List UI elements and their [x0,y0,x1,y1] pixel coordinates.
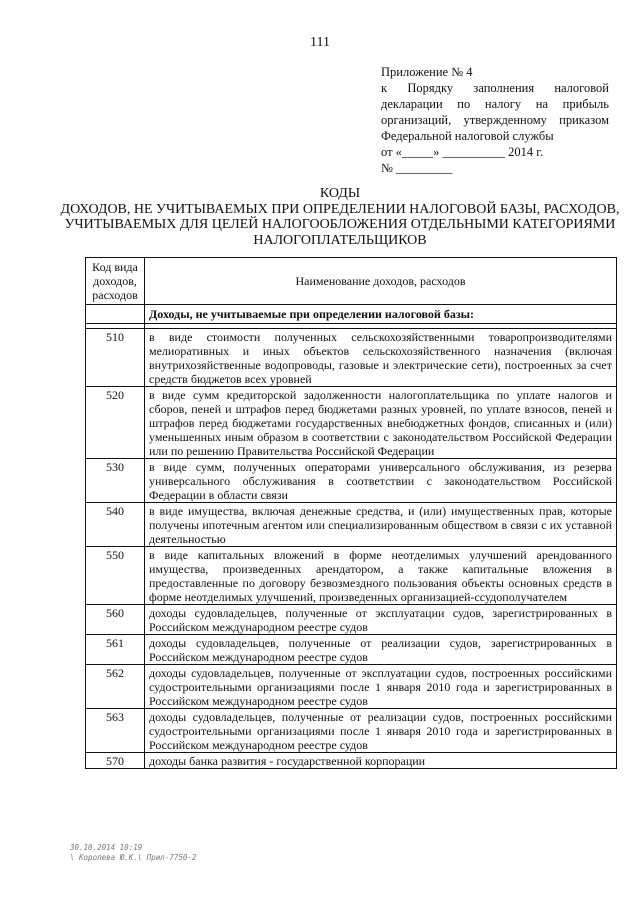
table-header-row [86,258,617,305]
income-description: доходы банка развития - государственной корпорации [145,753,617,769]
appendix-line: декларации по налогу на прибыль [381,97,609,111]
income-code: 560 [86,605,145,635]
income-description: доходы судовладельцев, полученные от реализации судов, построенных российскими судостроительными организациями после 1 января 2010 года и зарегистрированных в Российском международном реестре судов [145,709,617,753]
codes-table [85,257,617,769]
income-description: доходы судовладельцев, полученные от реализации судов, зарегистрированных в Российском международном реестре судов [145,635,617,665]
income-code: 563 [86,709,145,753]
appendix-line: Федеральной налоговой службы [381,129,554,143]
section-code-cell [86,305,145,324]
appendix-line: от «_____» __________ 2014 г. [381,145,544,159]
title-line: НАЛОГОПЛАТЕЛЬЩИКОВ [253,232,427,248]
income-code: 550 [86,547,145,605]
table-row [86,635,617,665]
income-description: в виде имущества, включая денежные средства, и (или) имущественных прав, которые получены ипотечным агентом или специализированным обществом в связи с их уставной деятельностью [145,503,617,547]
table-row [86,605,617,635]
income-description: в виде стоимости полученных сельскохозяйственными товаропроизводителями мелиоративных и иных объектов сельскохозяйственного назначения (включая внутрихозяйственные водопроводы, газовые и электрические сети), построенных за счет средств бюджетов всех уровней [145,329,617,387]
table-row [86,547,617,605]
title-line: ДОХОДОВ, НЕ УЧИТЫВАЕМЫХ ПРИ ОПРЕДЕЛЕНИИ НАЛОГОВОЙ БАЗЫ, РАСХОДОВ, [60,201,620,217]
table-row [86,665,617,709]
print-footer [70,843,196,863]
appendix-line: № _________ [381,161,453,175]
document-title [60,186,620,248]
income-description: в виде капитальных вложений в форме неотделимых улучшений арендованного имущества, произведенных арендатором, а также капитальные вложения в предоставленные по договору безвозмездного пользования объекты основных средств в форме неотделимых улучшений, произведенных организацией-ссудополучателем [145,547,617,605]
appendix-line: организаций, утвержденному приказом [381,113,609,127]
table-row [86,709,617,753]
income-code: 520 [86,387,145,459]
appendix-line: к Порядку заполнения налоговой [381,81,609,95]
table-row [86,753,617,769]
income-description: доходы судовладельцев, полученные от эксплуатации судов, построенных российскими судостроительными организациями после 1 января 2010 года и зарегистрированных в Российском международном реестре судов [145,665,617,709]
income-description: в виде сумм кредиторской задолженности налогоплательщика по уплате налогов и сборов, пеней и штрафов перед бюджетами разных уровней, по уплате взносов, пеней и штрафов перед бюджетами государственных внебюджетных фондов, списанных и (или) уменьшенных иным образом в соответствии с законодательством Российской Федерации или по решению Правительства Российской Федерации [145,387,617,459]
table-row [86,329,617,387]
section-row [86,305,617,324]
header-code: Код вида доходов, расходов [86,258,145,305]
income-code: 570 [86,753,145,769]
income-code: 530 [86,459,145,503]
appendix-line: Приложение № 4 [381,65,473,79]
title-line: КОДЫ [319,186,361,201]
income-code: 540 [86,503,145,547]
income-code: 562 [86,665,145,709]
income-description: доходы судовладельцев, полученные от эксплуатации судов, зарегистрированных в Российском международном реестре судов [145,605,617,635]
footer-line: \ Королева Ю.К.\ Прил-7750-2 [70,853,197,862]
section-label: Доходы, не учитываемые при определении налоговой базы: [145,305,617,324]
page-number: 111 [310,35,330,50]
income-description: в виде сумм, полученных операторами универсального обслуживания, из резерва универсального обслуживания в соответствии с законодательством Российской Федерации в области связи [145,459,617,503]
table-row [86,459,617,503]
footer-line: 30.10.2014 10:19 [70,843,143,852]
income-code: 561 [86,635,145,665]
income-code: 510 [86,329,145,387]
appendix-header [381,64,609,176]
table-row [86,387,617,459]
header-name: Наименование доходов, расходов [145,258,617,305]
title-line: УЧИТЫВАЕМЫХ ДЛЯ ЦЕЛЕЙ НАЛОГООБЛОЖЕНИЯ ОТДЕЛЬНЫМИ КАТЕГОРИЯМИ [64,217,616,232]
table-row [86,503,617,547]
